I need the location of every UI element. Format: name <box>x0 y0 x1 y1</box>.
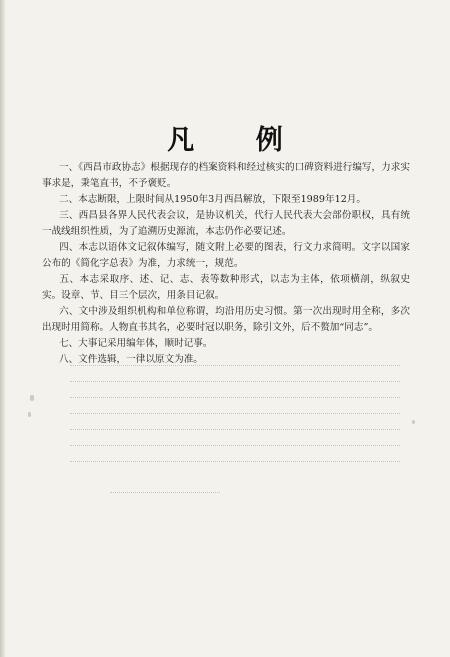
scan-shadow <box>0 0 6 657</box>
paragraph-1: 一、《西昌市政协志》根据现存的档案资料和经过核实的口碑资料进行编写，力求实事求是，秉笔直书，不予褒贬。 <box>42 162 410 189</box>
bleed-through-line <box>70 413 400 421</box>
paragraph-4: 四、本志以语体文记叙体编写，随文附上必要的图表，行文力求简明。文字以国家公布的《简化字总表》为准，力求统一，规范。 <box>42 242 410 269</box>
scan-speck <box>412 420 415 424</box>
bleed-through-line <box>70 461 400 469</box>
bleed-through-line <box>70 381 400 389</box>
scan-speck <box>30 395 34 401</box>
paragraph-7: 七、大事记采用编年体，顺时记事。 <box>59 338 213 349</box>
paragraph-2: 二、本志断限，上限时间从1950年3月西昌解放，下限至1989年12月。 <box>59 194 366 205</box>
bleed-through-line <box>70 365 400 373</box>
bleed-through-line <box>110 492 220 500</box>
paragraph-3: 三、西昌县各界人民代表会议，是协议机关，代行人民代表大会部份职权，具有统一战线组织性质，为了追溯历史源流，本志仍作必要记述。 <box>42 210 410 237</box>
page-title: 凡 例 <box>167 125 309 156</box>
scan-speck <box>28 412 31 417</box>
paragraph-8: 八、文件选辑，一律以原文为准。 <box>59 354 203 365</box>
document-body <box>42 160 410 368</box>
paragraph-5: 五、本志采取序、述、记、志、表等数种形式，以志为主体，依项横剖，纵叙史实。设章、节、目三个层次，用条目记叙。 <box>42 274 410 301</box>
bleed-through-line <box>70 445 400 453</box>
bleed-through-line <box>70 397 400 405</box>
bleed-through-line <box>70 429 400 437</box>
paragraph-6: 六、文中涉及组织机构和单位称谓，均沿用历史习惯。第一次出现时用全称，多次出现时用简称。人物直书其名，必要时冠以职务，除引文外，后不赘加“同志”。 <box>42 306 410 333</box>
